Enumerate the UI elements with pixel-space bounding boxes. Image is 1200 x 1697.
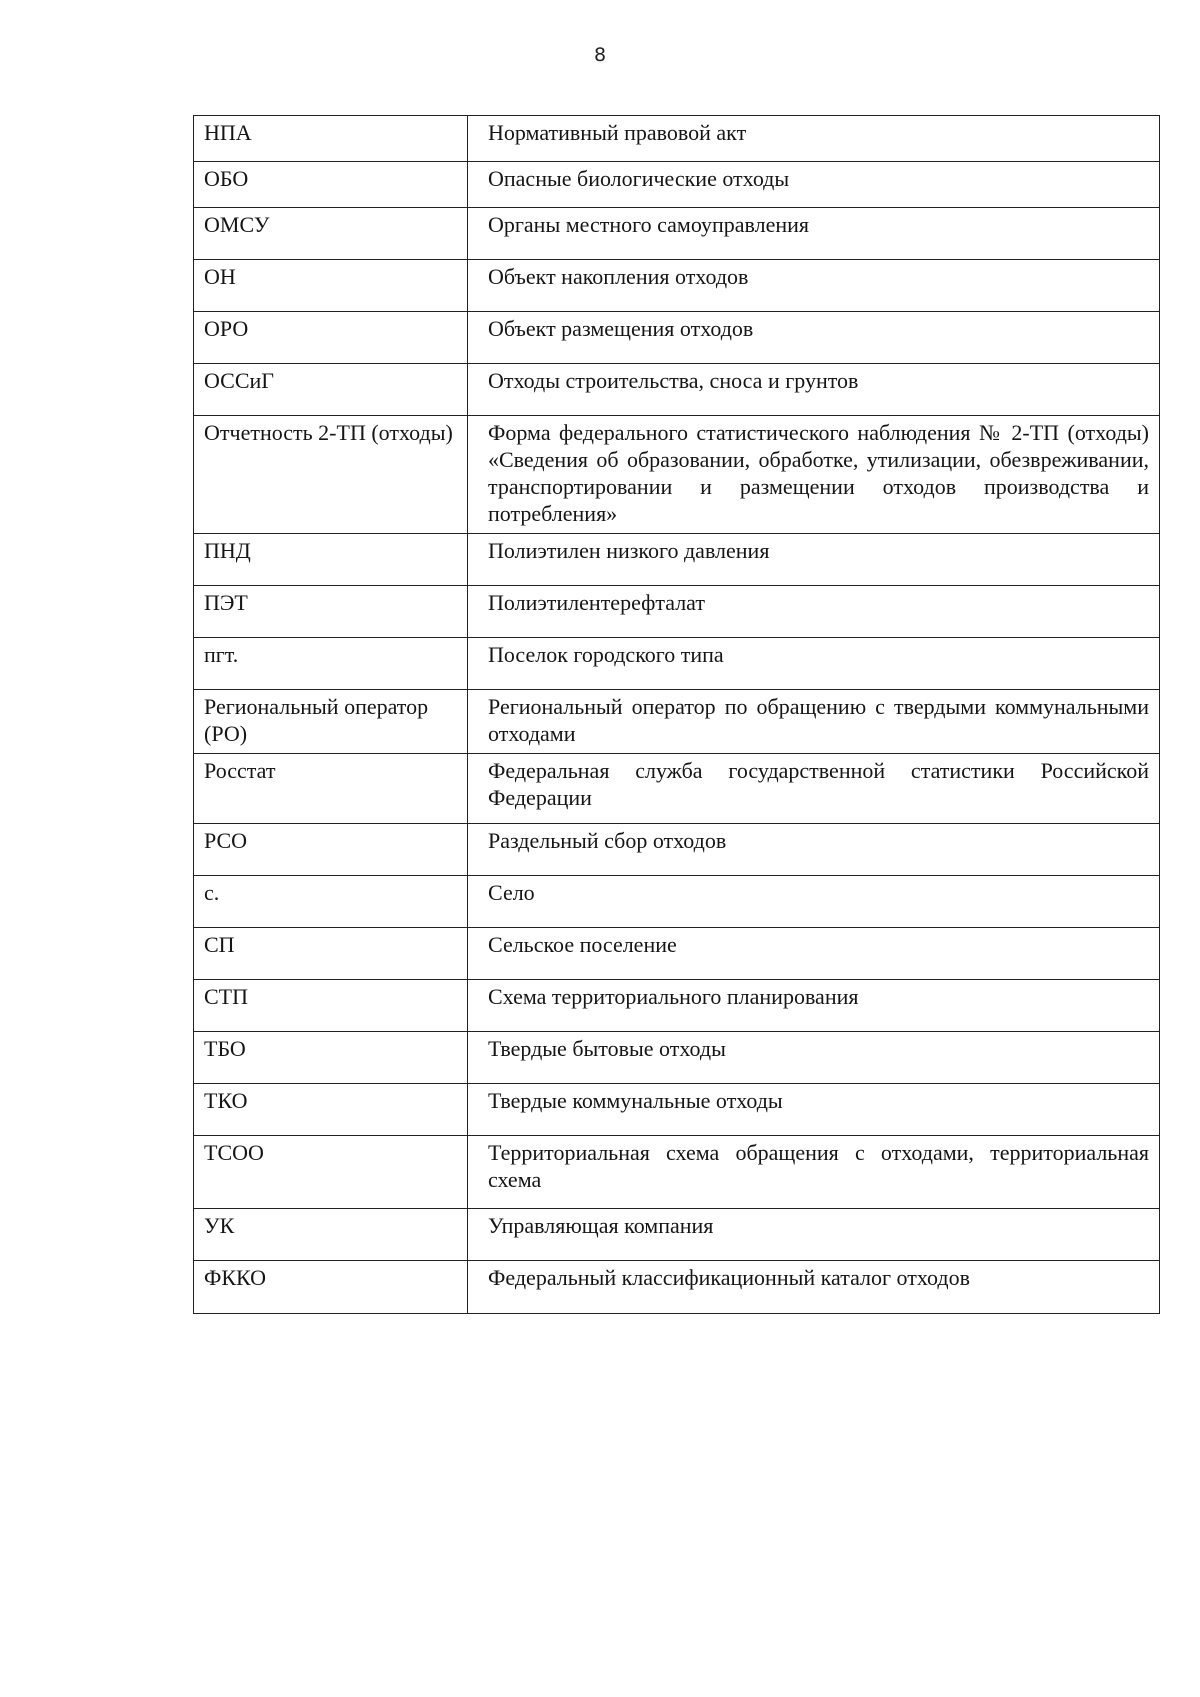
abbreviation-definition: Твердые бытовые отходы	[468, 1032, 1160, 1084]
table-row	[194, 534, 1160, 586]
abbreviation-term: ТКО	[194, 1084, 468, 1136]
abbreviation-definition: Объект накопления отходов	[468, 260, 1160, 312]
abbreviation-term: ПЭТ	[194, 586, 468, 638]
table-row	[194, 1209, 1160, 1261]
abbreviation-definition: Село	[468, 876, 1160, 928]
table-row	[194, 638, 1160, 690]
table-row	[194, 312, 1160, 364]
abbreviation-definition: Территориальная схема обращения с отходами, территориальная схема	[468, 1136, 1160, 1209]
abbreviation-term: ОБО	[194, 162, 468, 208]
table-row	[194, 876, 1160, 928]
abbreviation-definition: Федеральный классификационный каталог отходов	[468, 1261, 1160, 1314]
table-row	[194, 416, 1160, 534]
table-row	[194, 162, 1160, 208]
table-row	[194, 1032, 1160, 1084]
abbreviation-definition: Управляющая компания	[468, 1209, 1160, 1261]
abbreviation-term: ОРО	[194, 312, 468, 364]
abbreviation-term: Региональный оператор (РО)	[194, 690, 468, 754]
table-row	[194, 824, 1160, 876]
abbreviation-definition: Поселок городского типа	[468, 638, 1160, 690]
abbreviation-definition: Форма федерального статистического наблюдения № 2-ТП (отходы) «Сведения об образовании, обработке, утилизации, обезвреживании, транспортировании и размещении отходов производства и потребления»	[468, 416, 1160, 534]
abbreviation-term: с.	[194, 876, 468, 928]
abbreviation-term: ОССиГ	[194, 364, 468, 416]
abbreviation-definition: Сельское поселение	[468, 928, 1160, 980]
abbreviation-definition: Схема территориального планирования	[468, 980, 1160, 1032]
abbreviation-term: ТСОО	[194, 1136, 468, 1209]
abbreviation-term: ФККО	[194, 1261, 468, 1314]
abbreviation-definition: Полиэтилентерефталат	[468, 586, 1160, 638]
abbreviation-term: СТП	[194, 980, 468, 1032]
abbreviation-definition: Федеральная служба государственной статистики Российской Федерации	[468, 754, 1160, 824]
abbreviation-term: ОН	[194, 260, 468, 312]
abbreviation-definition: Объект размещения отходов	[468, 312, 1160, 364]
abbreviation-term: РСО	[194, 824, 468, 876]
table-row	[194, 1136, 1160, 1209]
table-row	[194, 364, 1160, 416]
abbreviation-term: НПА	[194, 116, 468, 162]
abbreviation-term: Росстат	[194, 754, 468, 824]
table-row	[194, 116, 1160, 162]
abbreviation-definition: Твердые коммунальные отходы	[468, 1084, 1160, 1136]
table-row	[194, 980, 1160, 1032]
abbreviation-definition: Опасные биологические отходы	[468, 162, 1160, 208]
table-row	[194, 1084, 1160, 1136]
abbreviation-definition: Нормативный правовой акт	[468, 116, 1160, 162]
page-number: 8	[593, 44, 607, 66]
abbreviation-definition: Полиэтилен низкого давления	[468, 534, 1160, 586]
abbreviation-term: Отчетность 2-ТП (отходы)	[194, 416, 468, 534]
table-row	[194, 208, 1160, 260]
table-row	[194, 754, 1160, 824]
abbreviation-term: ТБО	[194, 1032, 468, 1084]
abbreviation-term: ПНД	[194, 534, 468, 586]
abbreviation-definition: Отходы строительства, сноса и грунтов	[468, 364, 1160, 416]
abbreviation-term: УК	[194, 1209, 468, 1261]
abbreviation-definition: Органы местного самоуправления	[468, 208, 1160, 260]
table-row	[194, 586, 1160, 638]
table-row	[194, 928, 1160, 980]
table-row	[194, 1261, 1160, 1314]
abbreviation-term: СП	[194, 928, 468, 980]
table-row	[194, 690, 1160, 754]
abbreviation-definition: Раздельный сбор отходов	[468, 824, 1160, 876]
abbreviation-term: ОМСУ	[194, 208, 468, 260]
table-row	[194, 260, 1160, 312]
abbreviation-definition: Региональный оператор по обращению с твердыми коммунальными отходами	[468, 690, 1160, 754]
abbreviation-term: пгт.	[194, 638, 468, 690]
abbreviations-table	[193, 115, 1160, 1314]
